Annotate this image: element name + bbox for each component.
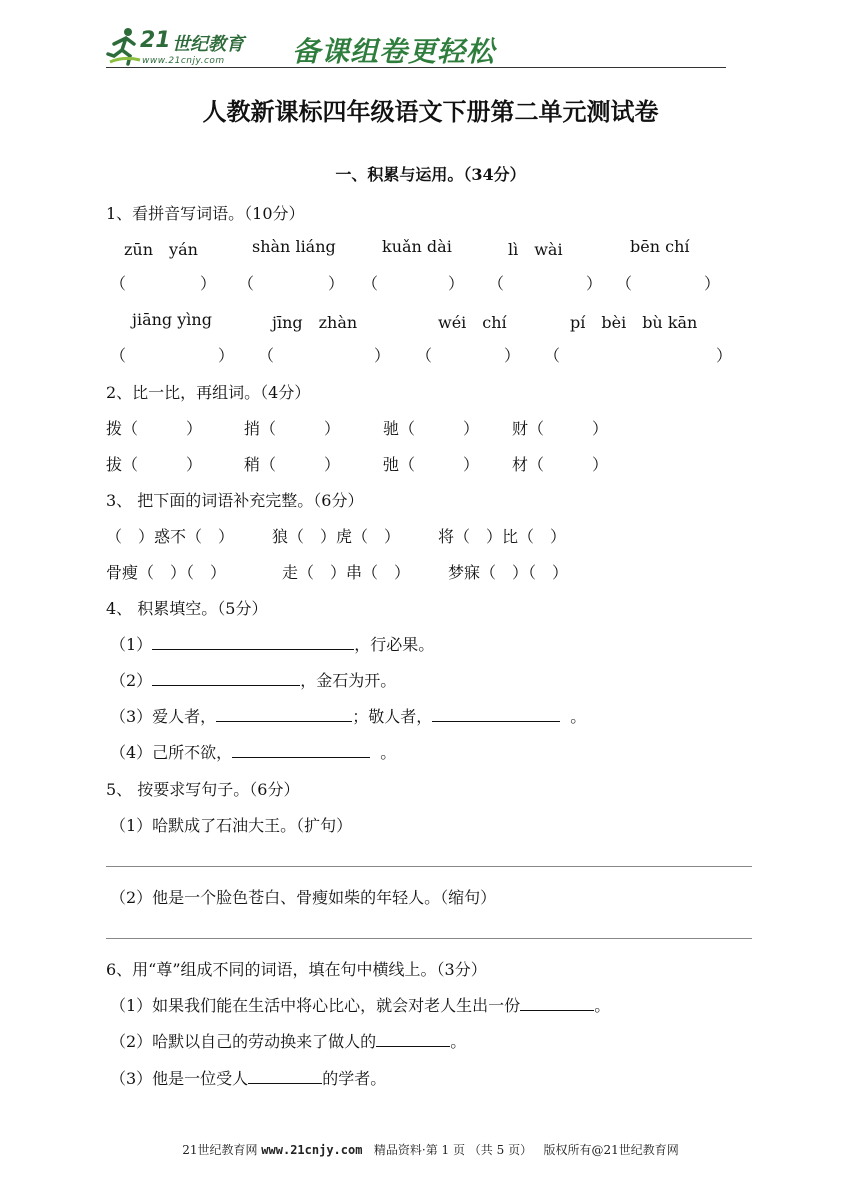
answer-paren: （ [110,346,127,365]
section-title: 一、积累与运用。（34分） [335,165,526,184]
answer-paren: （ [544,346,561,365]
pinyin-item: pí bèi bù kān [570,313,698,332]
answer-paren: ） [218,346,235,365]
idiom-item: 梦寐（ ）（ ） [448,563,569,582]
zun-item-3: （3）他是一位受人 的学者。 [110,1069,387,1088]
logo-number: 21 [140,28,171,53]
q5-label: 5、 按要求写句子。（6分） [106,780,300,799]
compare-item: 拨（ ） [106,419,203,438]
answer-paren: （ [238,274,255,293]
fill-blank[interactable] [248,1067,322,1084]
fill-item-4: （4）己所不欲， 。 [110,743,397,762]
sentence-task-2: （2）他是一个脸色苍白、骨瘦如柴的年轻人。（缩句） [110,888,497,907]
page-footer [0,1141,861,1158]
header-slogan: 备课组卷更轻松 [292,35,496,68]
fill-item-2: （2） ，金石为开。 [110,671,397,690]
compare-item: 稍（ ） [244,455,341,474]
footer-rights: 版权所有@21世纪教育网 [543,1143,679,1157]
fill-blank[interactable] [152,669,300,686]
pinyin-item: shàn liáng [252,237,336,256]
footer-site: 21世纪教育网 [182,1143,258,1157]
fill-blank[interactable] [216,705,352,722]
answer-paren: ） [374,346,391,365]
fill-blank[interactable] [520,994,594,1011]
logo-url: www.21cnjy.com [142,56,225,66]
footer-page-info: 精品资料·第 1 页 （共 5 页） [373,1143,533,1157]
q4-label: 4、 积累填空。（5分） [106,599,268,618]
fill-blank[interactable] [232,741,370,758]
idiom-item: 将（ ）比（ ） [438,527,567,546]
q3-label: 3、 把下面的词语补充完整。（6分） [106,491,364,510]
answer-paren: ） [704,274,721,293]
answer-paren: ） [716,346,733,365]
answer-paren: ） [328,274,345,293]
answer-paren: （ [362,274,379,293]
answer-paren: （ [258,346,275,365]
pinyin-item: lì wài [508,240,563,259]
header-divider [106,67,726,68]
idiom-item: （ ）惑不（ ） [106,527,235,546]
answer-line[interactable] [106,938,752,939]
fill-blank[interactable] [376,1030,450,1047]
pinyin-item: kuǎn dài [382,237,452,256]
fill-blank[interactable] [432,705,560,722]
compare-item: 驰（ ） [383,419,480,438]
answer-paren: ） [504,346,521,365]
compare-item: 财（ ） [512,419,609,438]
zun-item-1: （1）如果我们能在生活中将心比心，就会对老人生出一份 。 [110,996,611,1015]
runner-logo-icon [106,26,142,66]
q6-label: 6、用“尊”组成不同的词语，填在句中横线上。（3分） [106,960,487,979]
zun-item-2: （2）哈默以自己的劳动换来了做人的 。 [110,1032,467,1051]
fill-blank[interactable] [152,633,354,650]
logo-text: 世纪教育 [172,34,244,55]
fill-item-3: （3）爱人者， ；敬人者， 。 [110,707,587,726]
answer-line[interactable] [106,866,752,867]
pinyin-item: jīng zhàn [272,313,358,332]
answer-paren: （ [616,274,633,293]
compare-item: 捎（ ） [244,419,341,438]
pinyin-item: bēn chí [630,237,690,256]
compare-item: 拔（ ） [106,455,203,474]
idiom-item: 骨瘦（ ）（ ） [106,563,227,582]
site-logo [106,24,286,68]
answer-paren: （ [110,274,127,293]
fill-item-1: （1） ，行必果。 [110,635,435,654]
compare-item: 弛（ ） [383,455,480,474]
q2-label: 2、比一比，再组词。（4分） [106,383,311,402]
answer-paren: ） [200,274,217,293]
sentence-task-1: （1）哈默成了石油大王。（扩句） [110,816,353,835]
pinyin-item: zūn yán [124,240,198,259]
answer-paren: （ [488,274,505,293]
q1-label: 1、看拼音写词语。（10分） [106,204,305,223]
answer-paren: ） [586,274,603,293]
idiom-item: 走（ ）串（ ） [282,563,411,582]
compare-item: 材（ ） [512,455,609,474]
answer-paren: ） [448,274,465,293]
answer-paren: （ [416,346,433,365]
page-title: 人教新课标四年级语文下册第二单元测试卷 [202,97,659,126]
idiom-item: 狼（ ）虎（ ） [272,527,401,546]
pinyin-item: wéi chí [438,313,507,332]
footer-url[interactable]: www.21cnjy.com [261,1143,363,1157]
pinyin-item: jiāng yìng [132,310,212,329]
